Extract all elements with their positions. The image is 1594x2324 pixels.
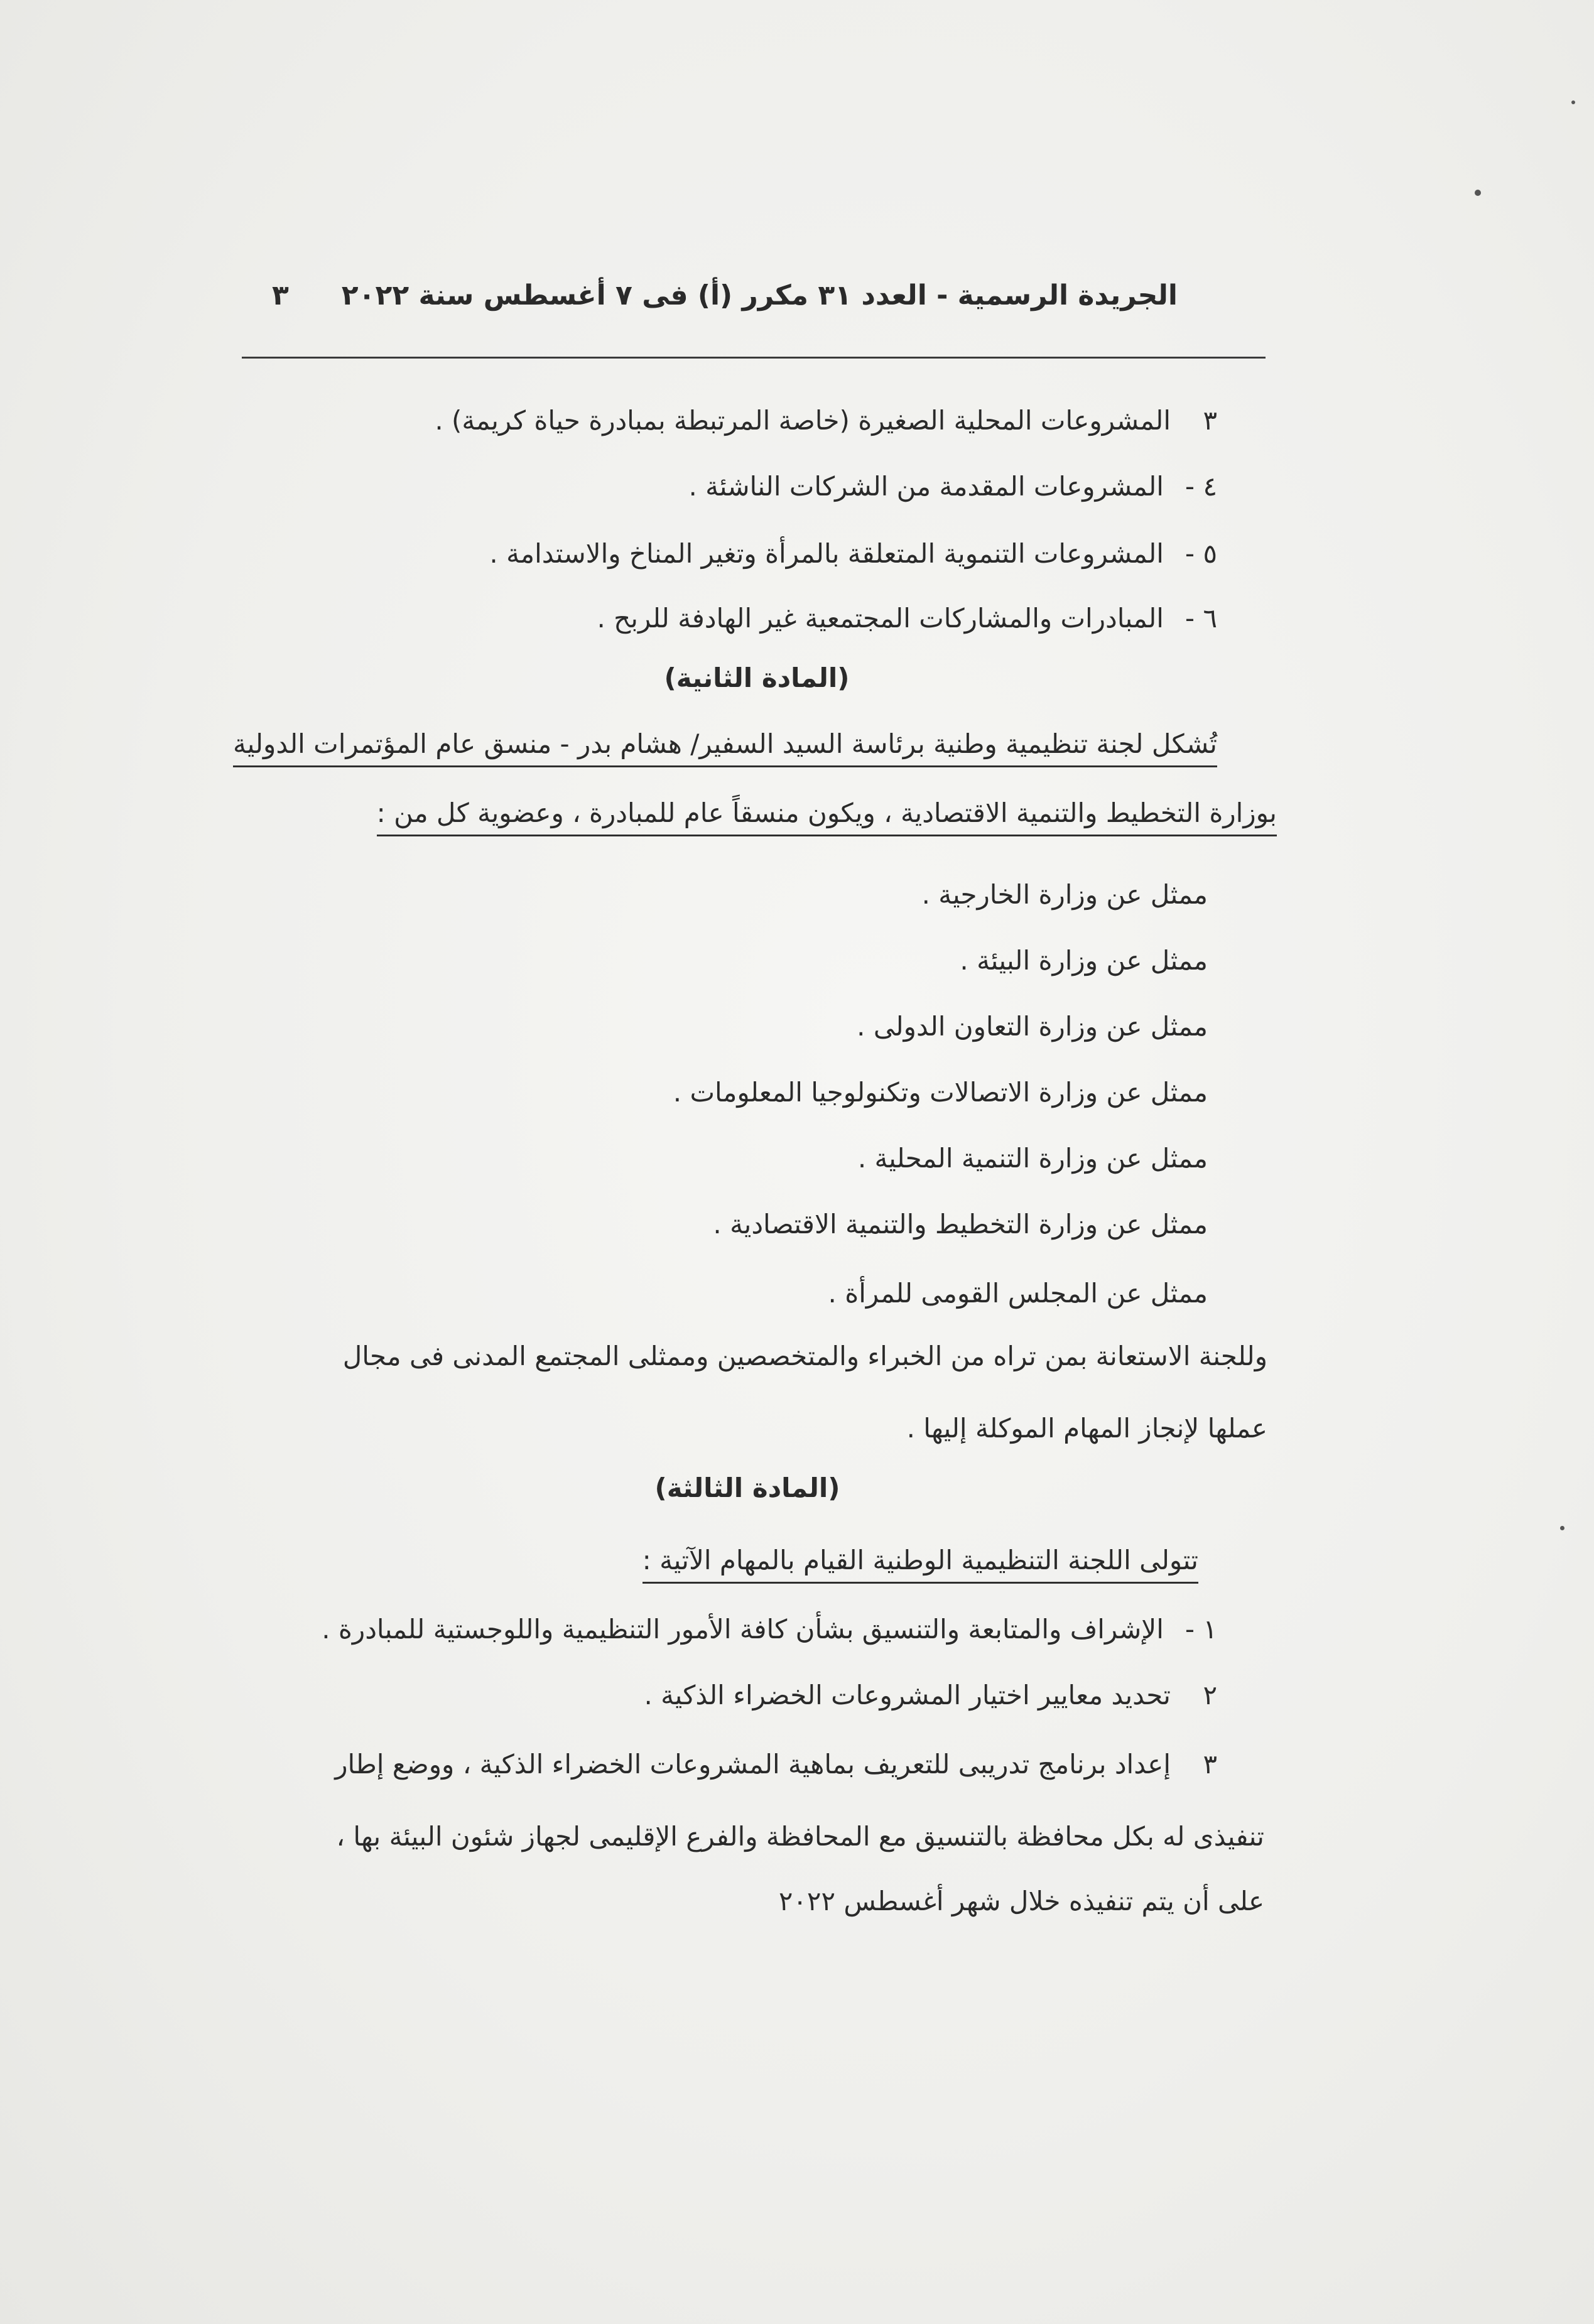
article-paragraph-line: على أن يتم تنفيذه خلال شهر أغسطس ٢٠٢٢: [778, 1886, 1264, 1916]
list-item-text: الإشراف والمتابعة والتنسيق بشأن كافة الأمور التنظيمية واللوجستية للمبادرة .: [322, 1614, 1164, 1645]
list-item-text: المشروعات التنموية المتعلقة بالمرأة وتغير المناخ والاستدامة .: [489, 538, 1164, 569]
list-item: [597, 600, 1217, 637]
header-title: الجريدة الرسمية - العدد ٣١ مكرر (أ) فى ٧ أغسطس سنة ٢٠٢٢: [341, 279, 1178, 311]
list-item-number: ٣: [1203, 1749, 1217, 1780]
article-paragraph-line: عملها لإنجاز المهام الموكلة إليها .: [906, 1413, 1267, 1444]
list-item: [322, 1611, 1217, 1648]
member-item: ممثل عن وزارة البيئة .: [960, 945, 1208, 976]
list-item: [644, 1677, 1217, 1714]
list-item-number: ٦ -: [1185, 603, 1217, 634]
list-item-text: المبادرات والمشاركات المجتمعية غير الهادفة للربح .: [597, 603, 1164, 634]
scan-speck: [1475, 190, 1481, 196]
member-item: ممثل عن وزارة التخطيط والتنمية الاقتصادية .: [713, 1209, 1208, 1240]
list-item: [335, 1746, 1217, 1783]
list-item-text: المشروعات المقدمة من الشركات الناشئة .: [688, 471, 1164, 502]
list-item-number: ٥ -: [1185, 538, 1217, 569]
header-rule: [242, 357, 1266, 359]
list-item-text: تحديد معايير اختيار المشروعات الخضراء الذكية .: [644, 1680, 1171, 1711]
member-item: ممثل عن المجلس القومى للمرأة .: [828, 1278, 1208, 1309]
article-heading: (المادة الثالثة): [654, 1473, 840, 1503]
scan-speck: [1560, 1526, 1564, 1530]
list-item-number: ٢: [1203, 1680, 1217, 1711]
article-paragraph-line: تنفيذى له بكل محافظة بالتنسيق مع المحافظة والفرع الإقليمى لجهاز شئون البيئة بها ،: [336, 1821, 1264, 1852]
member-item: ممثل عن وزارة التنمية المحلية .: [857, 1143, 1208, 1174]
article-heading: (المادة الثانية): [664, 662, 850, 693]
list-item-text: إعداد برنامج تدريبى للتعريف بماهية المشروعات الخضراء الذكية ، ووضع إطار: [335, 1749, 1171, 1780]
list-item-number: ٤ -: [1185, 471, 1217, 502]
member-item: ممثل عن وزارة الاتصالات وتكنولوجيا المعلومات .: [673, 1077, 1208, 1108]
list-item: [489, 535, 1217, 573]
gazette-header: [254, 279, 1178, 323]
article-paragraph-line: تتولى اللجنة التنظيمية الوطنية القيام بالمهام الآتية :: [642, 1542, 1198, 1584]
article-paragraph-line: تُشكل لجنة تنظيمية وطنية برئاسة السيد السفير/ هشام بدر - منسق عام المؤتمرات الدولية: [233, 725, 1217, 767]
article-paragraph-line: وللجنة الاستعانة بمن تراه من الخبراء والمتخصصين وممثلى المجتمع المدنى فى مجال: [342, 1341, 1267, 1371]
list-item: [688, 468, 1217, 505]
list-item-number: ٣: [1203, 405, 1217, 436]
member-item: ممثل عن وزارة الخارجية .: [921, 879, 1208, 910]
page-number: ٣: [272, 279, 289, 311]
article-paragraph-line: بوزارة التخطيط والتنمية الاقتصادية ، ويكون منسقاً عام للمبادرة ، وعضوية كل من :: [377, 794, 1277, 836]
scan-speck: [1571, 100, 1575, 104]
list-item-number: ١ -: [1185, 1614, 1217, 1645]
list-item-text: المشروعات المحلية الصغيرة (خاصة المرتبطة بمبادرة حياة كريمة) .: [435, 405, 1171, 436]
list-item: [435, 402, 1217, 440]
member-item: ممثل عن وزارة التعاون الدولى .: [857, 1011, 1208, 1042]
